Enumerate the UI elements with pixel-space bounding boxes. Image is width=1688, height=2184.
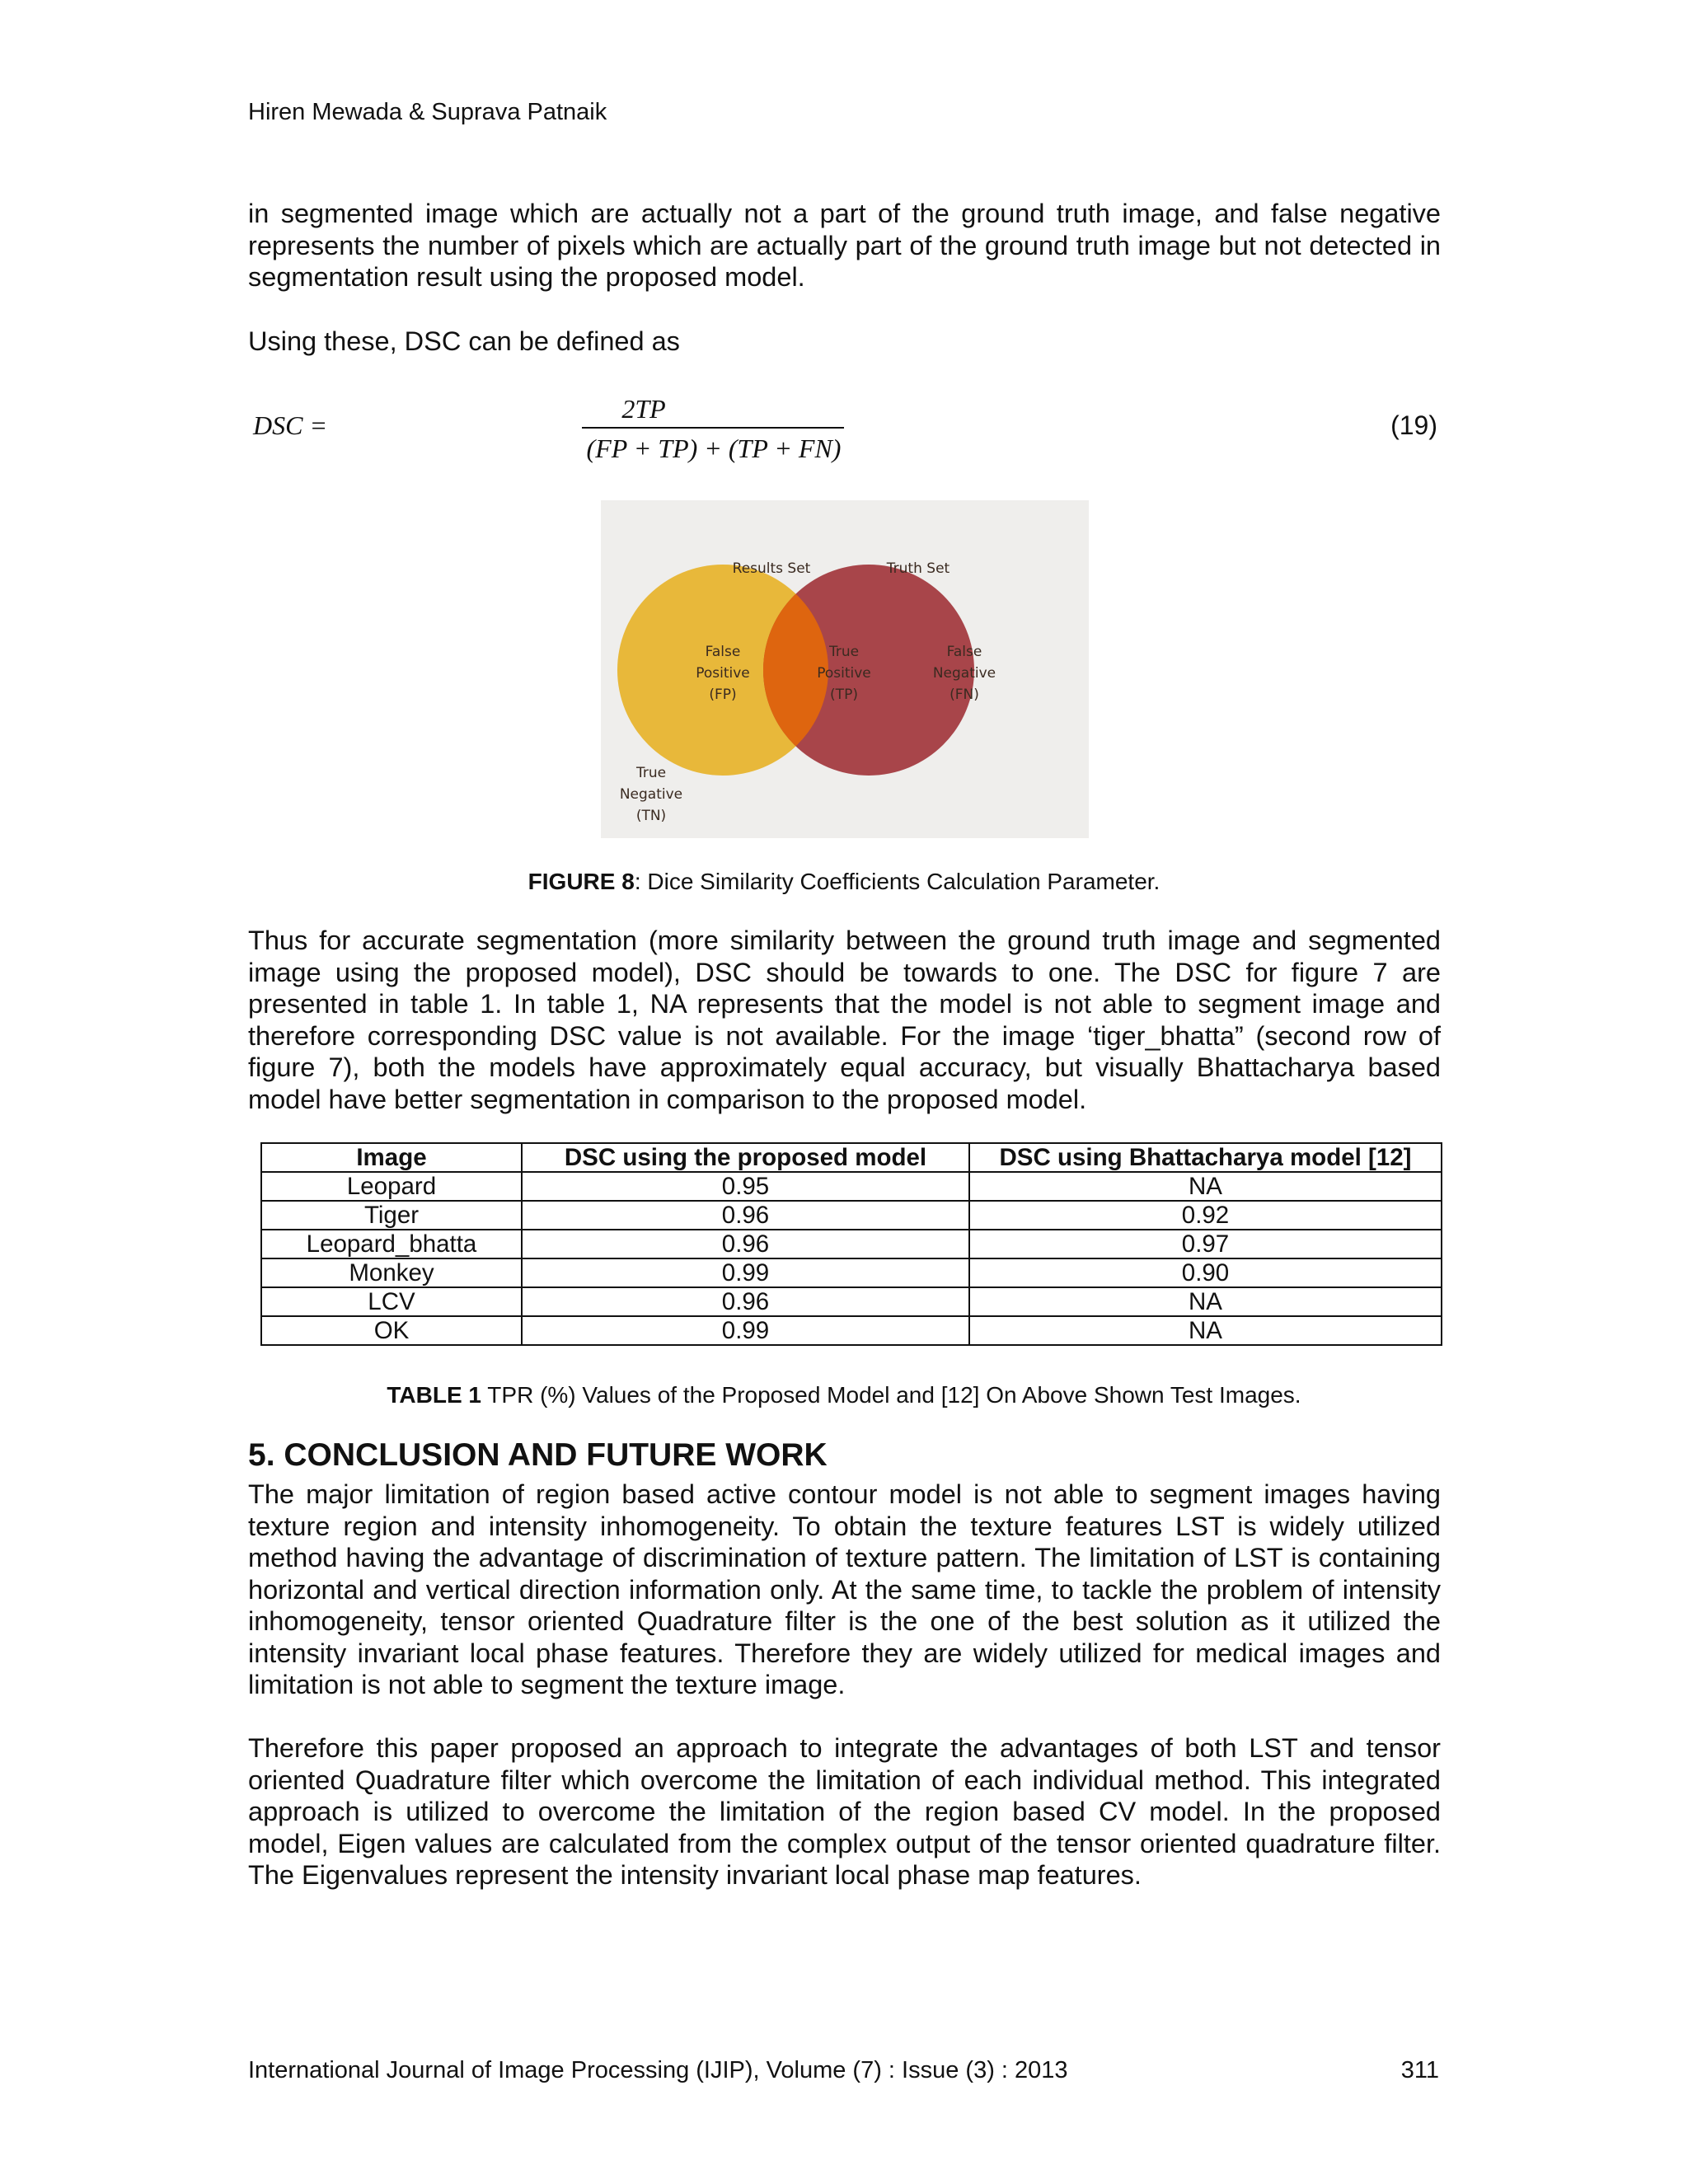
table-cell: Monkey — [261, 1258, 522, 1287]
tn-label-1: True — [635, 765, 667, 781]
fn-label-2: Negative — [932, 665, 996, 682]
tn-label-3: (TN) — [635, 808, 667, 824]
tp-label-2: Positive — [817, 665, 871, 682]
fp-label-1: False — [705, 644, 741, 660]
dsc-results-table — [260, 1142, 1442, 1346]
table-row — [261, 1287, 1442, 1316]
page-number: 311 — [1400, 2057, 1439, 2083]
table-cell: 0.95 — [522, 1172, 969, 1201]
table-cell: 0.92 — [969, 1201, 1442, 1230]
figure-caption-text: : Dice Similarity Coefficients Calculation Parameter. — [634, 869, 1160, 894]
journal-info: International Journal of Image Processing (IJIP), Volume (7) : Issue (3) : 2013 — [248, 2057, 1068, 2083]
table-cell: 0.96 — [522, 1287, 969, 1316]
table-cell: 0.96 — [522, 1201, 969, 1230]
table-row — [261, 1172, 1442, 1201]
table-cell: Tiger — [261, 1201, 522, 1230]
conclusion-paragraph-2: Therefore this paper proposed an approach to integrate the advantages of both LST and tensor oriented Quadrature filter which overcome the limitation of each individual method. This integrated approach is utilized to overcome the limitation of the region based CV model. In the proposed model, Eigen values are calculated from the complex output of the tensor oriented quadrature filter. The Eigenvalues represent the intensity invariant local phase map features. — [248, 1733, 1441, 1890]
table-cell: 0.99 — [522, 1258, 969, 1287]
table-cell: NA — [969, 1172, 1442, 1201]
tp-label-1: True — [828, 644, 860, 660]
figure-caption-label: FIGURE 8 — [528, 869, 635, 894]
table-row — [261, 1201, 1442, 1230]
tp-label-3: (TP) — [830, 687, 858, 703]
equation-number: (19) — [1390, 410, 1437, 440]
table-cell: 0.99 — [522, 1316, 969, 1345]
fn-label-3: (FN) — [950, 687, 979, 703]
table-header-row — [261, 1143, 1442, 1172]
fraction-bar — [582, 427, 844, 429]
thus-paragraph: Thus for accurate segmentation (more similarity between the ground truth image and segmented image using the proposed model), DSC should be towards to one. The DSC for figure 7 are presented in table 1. In table 1, NA represents that the model is not able to segment image and therefore corresponding DSC value is not available. For the image ‘tiger_bhatta” (second row of figure 7), both the models have approximately equal accuracy, but visually Bhattacharya based model have better segmentation in comparison to the proposed model. — [248, 926, 1441, 1114]
tn-label-2: Negative — [619, 786, 683, 803]
table-cell: Leopard — [261, 1172, 522, 1201]
using-paragraph: Using these, DSC can be defined as — [248, 326, 680, 356]
table-cell: 0.90 — [969, 1258, 1442, 1287]
intro-paragraph: in segmented image which are actually not a part of the ground truth image, and false negative represents the number of pixels which are actually part of the ground truth image but not detected in segmentation result using the proposed model. — [248, 199, 1441, 292]
conclusion-paragraph-1: The major limitation of region based active contour model is not able to segment images having texture region and intensity inhomogeneity. To obtain the texture features LST is widely utilized method having the advantage of discrimination of texture pattern. The limitation of LST is containing horizontal and vertical direction information only. At the same time, to tackle the problem of intensity inhomogeneity, tensor oriented Quadrature filter is the one of the best solution as it utilized the intensity invariant local phase features. Therefore they are widely utilized for medical images and limitation is not able to segment the texture image. — [248, 1479, 1441, 1699]
results-set-label: Results Set — [732, 560, 811, 577]
running-header: Hiren Mewada & Suprava Patnaik — [248, 99, 607, 125]
table-cell: 0.97 — [969, 1230, 1442, 1258]
table-row — [261, 1316, 1442, 1345]
table-caption-text: TPR (%) Values of the Proposed Model and [12] On Above Shown Test Images. — [481, 1382, 1301, 1408]
table-header-cell: Image — [261, 1143, 522, 1172]
table-caption — [0, 1382, 1688, 1408]
venn-diagram-figure — [601, 500, 1089, 838]
fp-label-2: Positive — [696, 665, 750, 682]
table-cell: NA — [969, 1287, 1442, 1316]
equation-denominator: (FP + TP) + (TP + FN) — [586, 434, 842, 463]
equation-lhs: DSC = — [253, 410, 328, 440]
table-row — [261, 1258, 1442, 1287]
table-cell: LCV — [261, 1287, 522, 1316]
fp-label-3: (FP) — [709, 687, 737, 703]
section-heading: 5. CONCLUSION AND FUTURE WORK — [248, 1437, 828, 1473]
dsc-equation — [248, 387, 1441, 470]
truth-set-label: Truth Set — [886, 560, 950, 577]
table-cell: OK — [261, 1316, 522, 1345]
table-header-cell: DSC using Bhattacharya model [12] — [969, 1143, 1442, 1172]
table-cell: 0.96 — [522, 1230, 969, 1258]
table-caption-label: TABLE 1 — [387, 1382, 482, 1408]
equation-numerator: 2TP — [621, 394, 666, 424]
table-cell: NA — [969, 1316, 1442, 1345]
table-header-cell: DSC using the proposed model — [522, 1143, 969, 1172]
page-footer — [248, 2057, 1441, 2084]
table-row — [261, 1230, 1442, 1258]
figure-caption — [0, 869, 1688, 895]
fn-label-1: False — [946, 644, 982, 660]
table-cell: Leopard_bhatta — [261, 1230, 522, 1258]
